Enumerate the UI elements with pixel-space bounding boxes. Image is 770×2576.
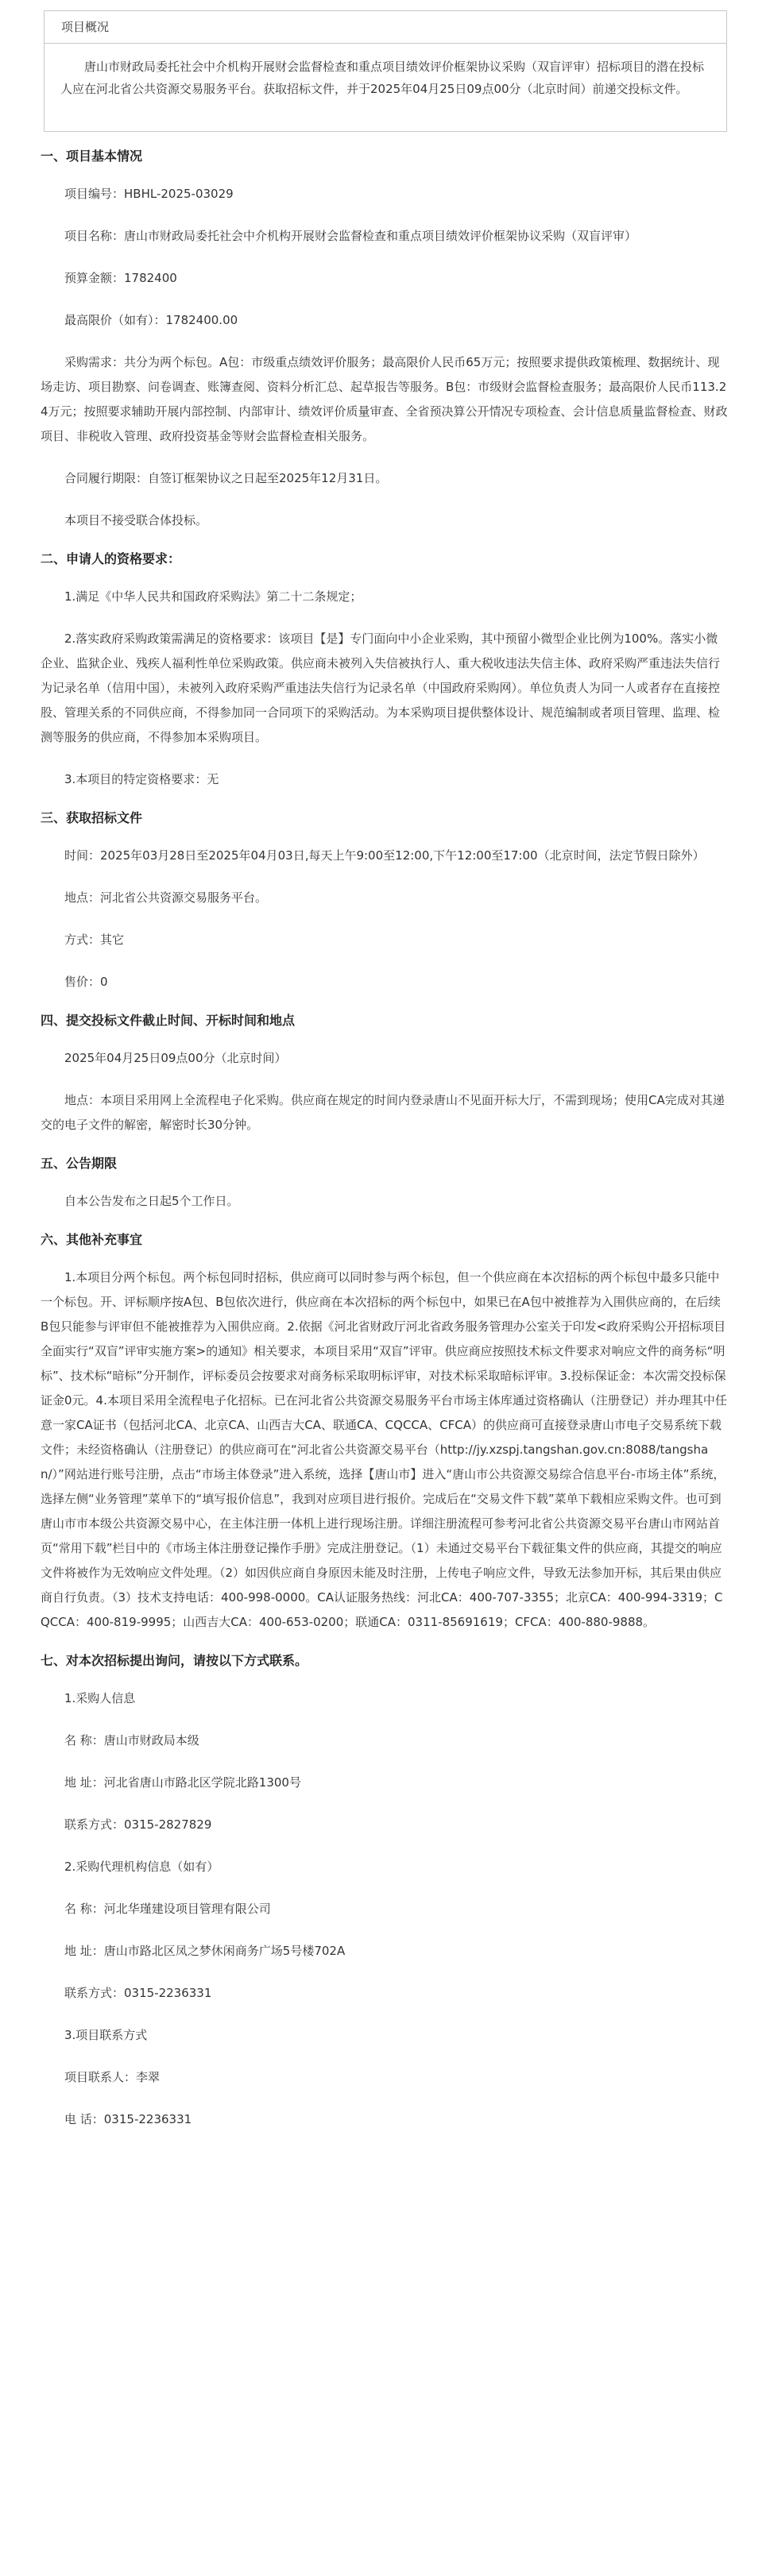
supplementary-text: 1.本项目分两个标包。两个标包同时招标，供应商可以同时参与两个标包，但一个供应商在本次招标的两个标包中最多只能中一个标包。开、评标顺序按A包、B包依次进行，供应商在本次招标的两个标包中，如果已在A包中被推荐为入围供应商的，在后续B包只能参与评审但不能被推荐为入围供应商。2.依据《河北省财政厅河北省政务服务管理办公室关于印发<政府采购公开招标项目全面实行“双盲”评审实施方案>的通知》相关要求，本项目采用“双盲”评审。供应商应按照技术标文件要求对响应文件的商务标“明标”、技术标“暗标”分开制作，评标委员会按要求对商务标采取明标评审，对技术标采取暗标评审。3.投标保证金：本次需交投标保证金0元。4.本项目采用全流程电子化招标。已在河北省公共资源交易服务平台市场主体库通过资格确认（注册登记）并办理其中任意一家CA证书（包括河北CA、北京CA、山西吉大CA、联通CA、CQCCA、CFCA）的供应商可直接登录唐山市电子交易系统下载文件；未经资格确认（注册登记）的供应商可在“河北省公共资源交易平台（http://jy.xzspj.tangshan.gov.cn:8088/tangshan/）”网站进行账号注册，点击“市场主体登录”进入系统，选择【唐山市】进入“唐山市公共资源交易综合信息平台-市场主体”系统，选择左侧“业务管理”菜单下的“填写报价信息”，我到对应项目进行报价。完成后在“交易文件下载”菜单下载相应采购文件。也可到唐山市市本级公共资源交易中心，在主体注册一体机上进行现场注册。详细注册流程可参考河北省公共资源交易平台唐山市网站首页“常用下载”栏目中的《市场主体注册登记操作手册》完成注册登记。（1）未通过交易平台下载征集文件的供应商，其提交的响应文件将被作为无效响应文件处理。（2）如因供应商自身原因未能及时注册，上传电子响应文件，导致无法参加开标，其后果由供应商自行负责。（3）技术支持电话：400-998-0000。CA认证服务热线：河北CA：400-707-3355；北京CA：400-994-3319；CQCCA：400-819-9995；山西吉大CA：400-653-0200；联通CA：0311-85691619；CFCA：400-880-9888。	[41, 1270, 727, 1629]
project-number: 项目编号：HBHL-2025-03029	[64, 187, 234, 201]
agency-heading: 2.采购代理机构信息（如有）	[64, 1860, 219, 1874]
max-price: 最高限价（如有）：1782400.00	[64, 313, 238, 327]
section-contacts	[41, 1652, 728, 2132]
section-heading: 二、申请人的资格要求：	[41, 551, 181, 566]
section-heading: 七、对本次招标提出询问，请按以下方式联系。	[41, 1653, 308, 1668]
purchaser-name: 名 称：唐山市财政局本级	[64, 1733, 199, 1748]
notice-period-text: 自本公告发布之日起5个工作日。	[64, 1194, 239, 1208]
section-deadline	[41, 1012, 728, 1137]
contract-period: 合同履行期限：自签订框架协议之日起至2025年12月31日。	[64, 471, 388, 485]
project-overview-box	[44, 10, 727, 132]
budget-amount: 预算金额：1782400	[64, 271, 177, 285]
agency-name: 名 称：河北华瑾建设项目管理有限公司	[64, 1902, 271, 1916]
agency-address: 地 址：唐山市路北区凤之梦休闲商务广场5号楼702A	[64, 1944, 346, 1958]
section-supplementary	[41, 1231, 728, 1635]
contact-phone: 电 话：0315-2236331	[64, 2112, 192, 2126]
agency-phone: 联系方式：0315-2236331	[64, 1986, 212, 2000]
section-heading: 五、公告期限	[41, 1156, 118, 1171]
overview-text: 唐山市财政局委托社会中介机构开展财会监督检查和重点项目绩效评价框架协议采购（双盲评审）招标项目的潜在投标人应在河北省公共资源交易服务平台。获取招标文件，并于2025年04月25日09点00分（北京时间）前递交投标文件。	[60, 60, 705, 96]
announcement-content	[41, 148, 728, 2149]
document-price: 售价：0	[64, 975, 108, 989]
bid-opening-location: 地点：本项目采用网上全流程电子化采购。供应商在规定的时间内登录唐山不见面开标大厅，不需到现场；使用CA完成对其递交的电子文件的解密，解密时长30分钟。	[41, 1093, 725, 1132]
overview-title: 项目概况	[44, 11, 726, 44]
section-notice-period	[41, 1155, 728, 1214]
no-consortium-note: 本项目不接受联合体投标。	[64, 513, 208, 527]
section-obtain-documents	[41, 809, 728, 994]
obtain-time: 时间：2025年03月28日至2025年04月03日,每天上午9:00至12:00,下午12:00至17:00（北京时间，法定节假日除外）	[64, 848, 705, 863]
deadline-time: 2025年04月25日09点00分（北京时间）	[64, 1051, 287, 1065]
contact-heading: 3.项目联系方式	[64, 2028, 148, 2042]
qualification-item: 1.满足《中华人民共和国政府采购法》第二十二条规定；	[64, 589, 362, 604]
project-name: 项目名称：唐山市财政局委托社会中介机构开展财会监督检查和重点项目绩效评价框架协议采购（双盲评审）	[64, 229, 637, 243]
purchaser-phone: 联系方式：0315-2827829	[64, 1817, 212, 1832]
section-qualifications	[41, 550, 728, 792]
section-heading: 三、获取招标文件	[41, 810, 143, 825]
qualification-item: 3.本项目的特定资格要求：无	[64, 772, 219, 786]
procurement-requirements: 采购需求：共分为两个标包。A包：市级重点绩效评价服务；最高限价人民币65万元；按照要求提供政策梳理、数据统计、现场走访、项目勘察、问卷调查、账簿查阅、资料分析汇总、起草报告等服务。B包：市级财会监督检查服务；最高限价人民币113.24万元；按照要求辅助开展内部控制、内部审计、绩效评价质量审查、全省预决算公开情况专项检查、会计信息质量监督检查、财政项目、非税收入管理、政府投资基金等财会监督检查相关服务。	[41, 355, 728, 443]
section-heading: 六、其他补充事宜	[41, 1232, 143, 1247]
section-heading: 四、提交投标文件截止时间、开标时间和地点	[41, 1013, 296, 1028]
contact-person: 项目联系人：李翠	[64, 2070, 161, 2084]
obtain-method: 方式：其它	[64, 933, 125, 947]
qualification-item: 2.落实政府采购政策需满足的资格要求：该项目【是】专门面向中小企业采购，其中预留小微型企业比例为100%。落实小微企业、监狱企业、残疾人福利性单位采购政策。供应商未被列入失信被执行人、重大税收违法失信主体、政府采购严重违法失信行为记录名单（信用中国），未被列入政府采购严重违法失信行为记录名单（中国政府采购网）。单位负责人为同一人或者存在直接控股、管理关系的不同供应商，不得参加同一合同项下的采购活动。为本采购项目提供整体设计、规范编制或者项目管理、监理、检测等服务的供应商，不得参加本采购项目。	[41, 631, 721, 744]
section-basic-info	[41, 148, 728, 533]
purchaser-heading: 1.采购人信息	[64, 1691, 136, 1705]
purchaser-address: 地 址：河北省唐山市路北区学院北路1300号	[64, 1775, 301, 1790]
section-heading: 一、项目基本情况	[41, 149, 143, 164]
obtain-location: 地点：河北省公共资源交易服务平台。	[64, 890, 268, 905]
